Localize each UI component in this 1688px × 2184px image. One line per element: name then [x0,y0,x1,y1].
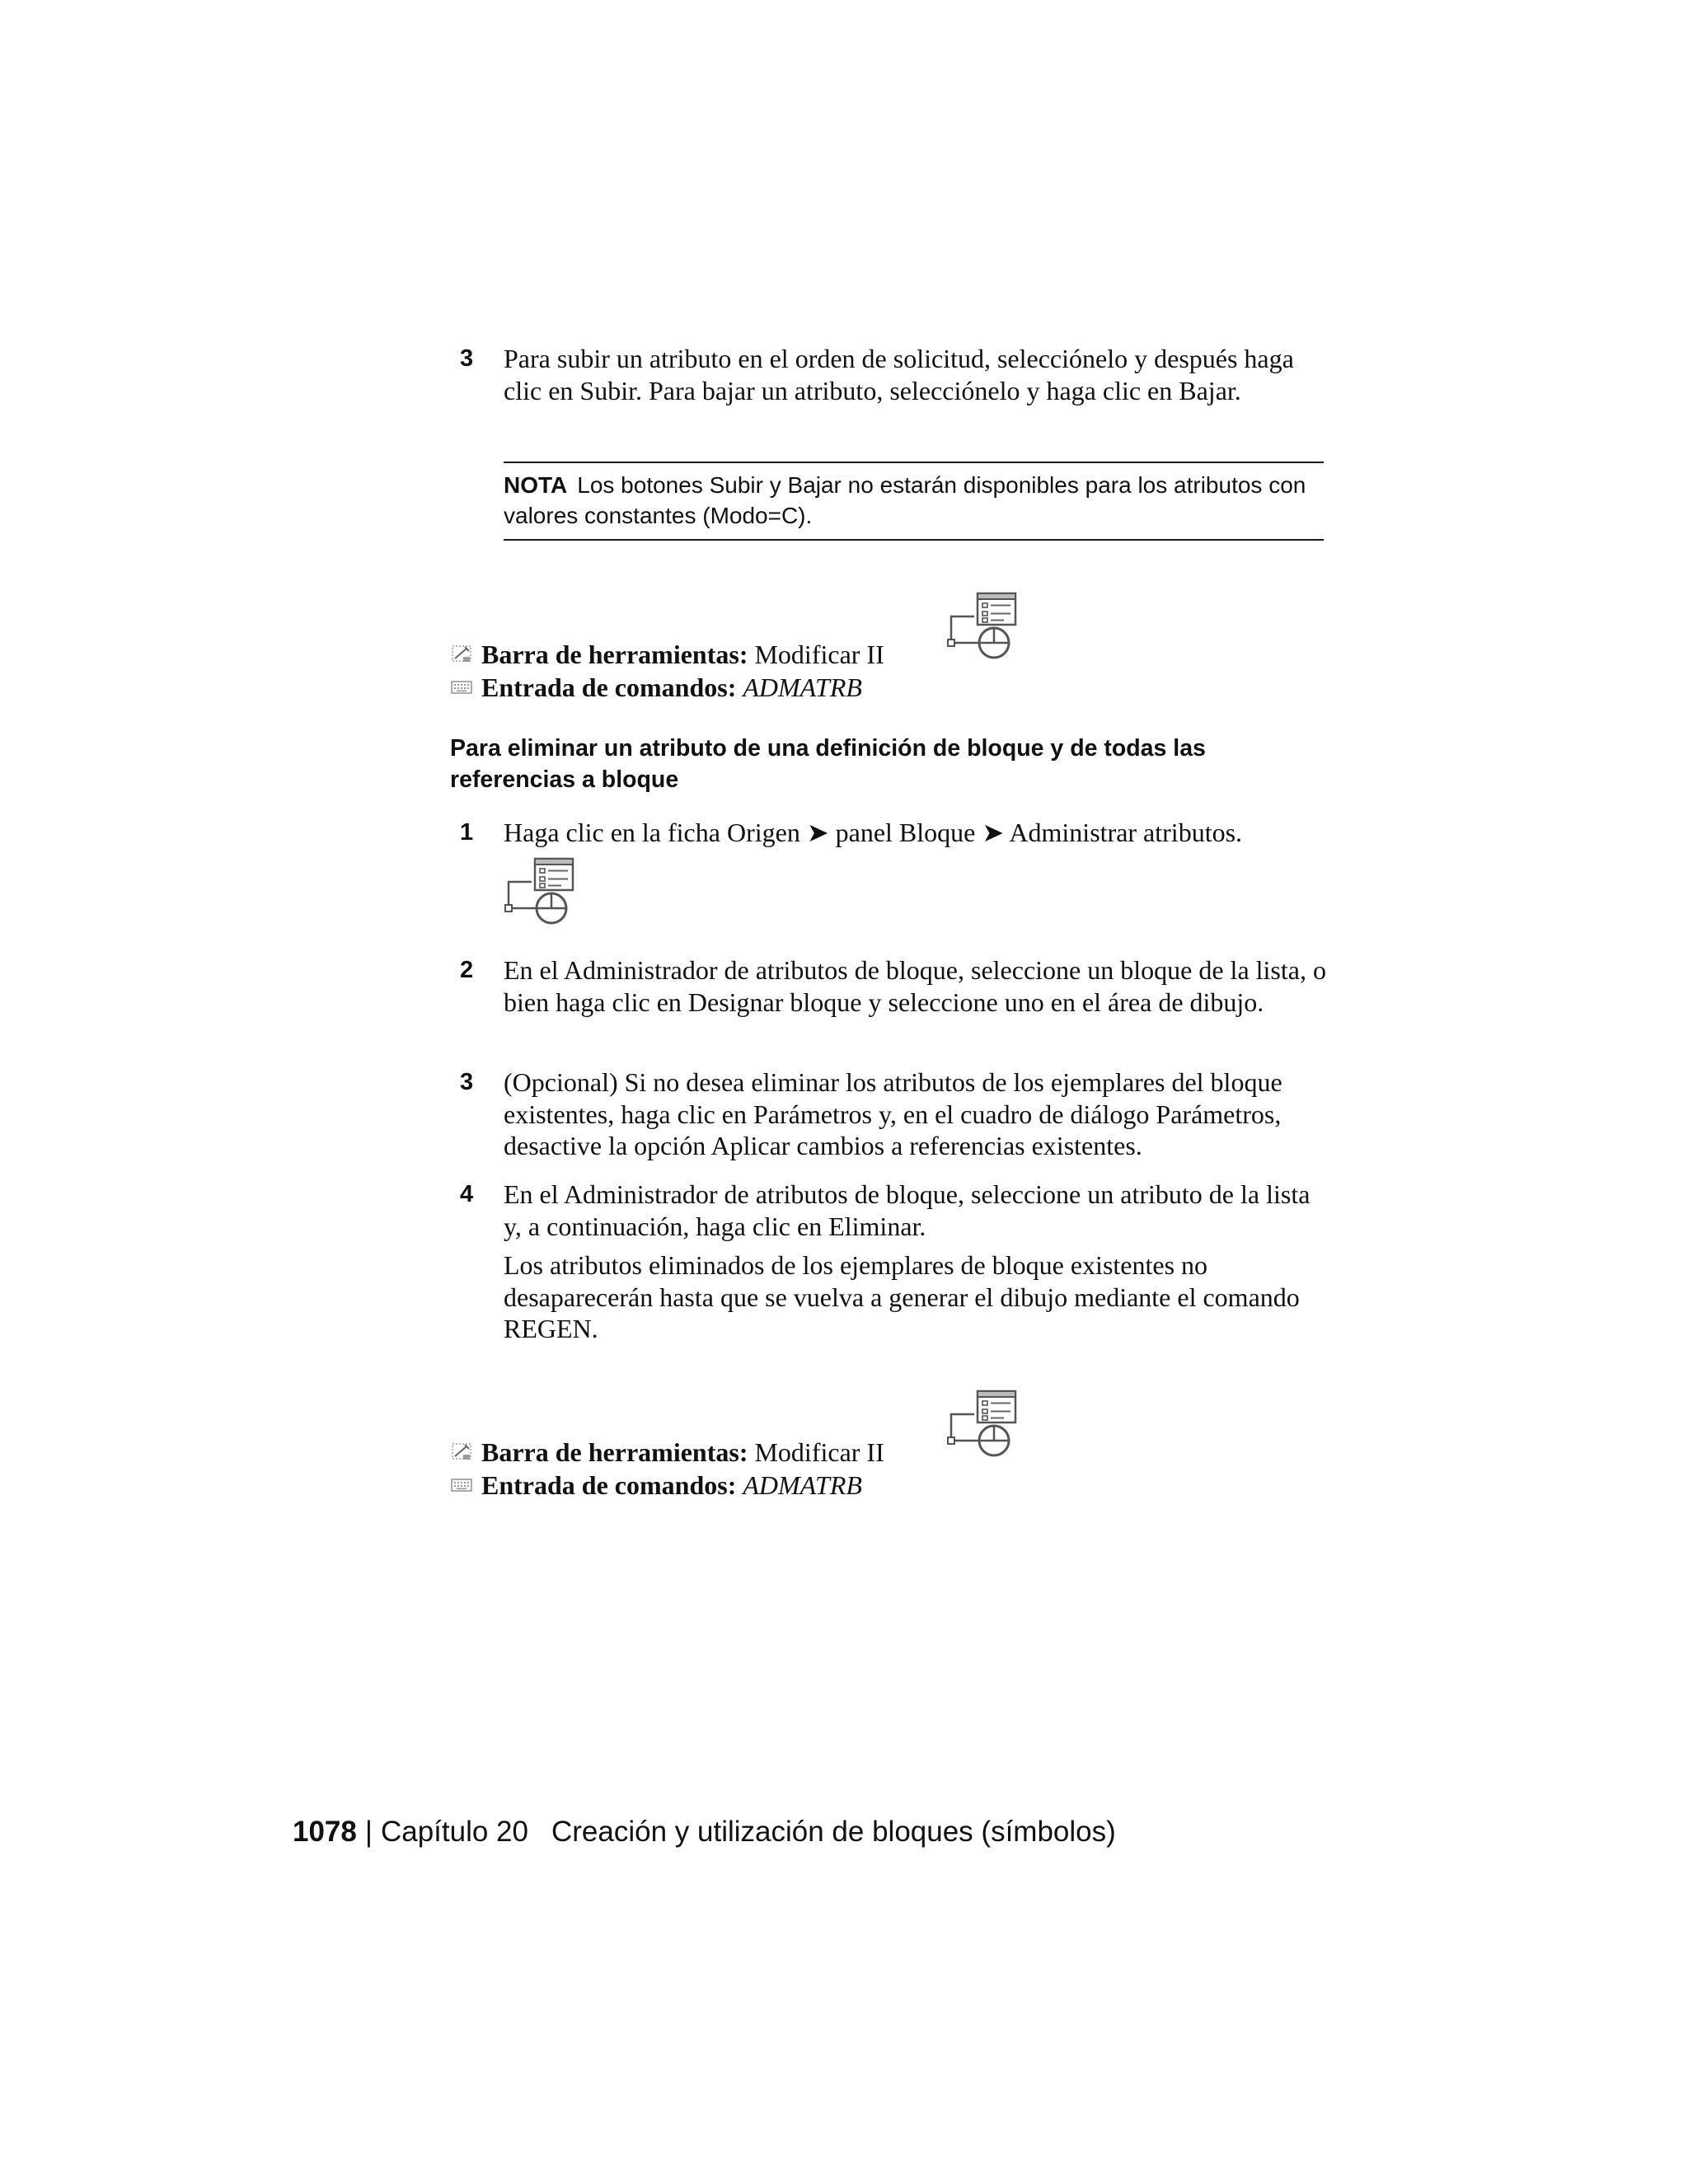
step-text [504,1066,1328,1162]
command-label: Entrada de comandos: [481,1470,737,1500]
toolbar-row [450,1436,884,1469]
step-number: 1 [460,819,474,846]
step-text [504,954,1328,1018]
step-paragraph: En el Administrador de atributos de bloque, seleccione un atributo de la lista y, a continuación, haga clic en Eliminar. [504,1179,1311,1241]
step-text [504,343,1328,406]
toolbar-label: Barra de herramientas: [481,1437,748,1467]
access-methods-2 [450,1436,884,1502]
note-body: Los botones Subir y Bajar no estarán disponibles para los atributos con valores constantes (Modo=C). [504,472,1306,528]
command-value: ADMATRB [743,1470,862,1500]
step-paragraph: Haga clic en la ficha Origen ➤ panel Bloque ➤ Administrar atributos. [504,818,1243,847]
note-text [504,470,1324,531]
step-text [504,1179,1328,1345]
toolbar-icon [450,644,473,665]
command-value: ADMATRB [743,673,862,702]
step-number: 3 [460,345,474,372]
step-number: 3 [460,1069,474,1095]
command-row [450,671,884,704]
procedure-heading: Para eliminar un atributo de una definición de bloque y de todas las referencias a bloque [450,735,1206,793]
block-attribute-manager-icon [946,1390,1019,1464]
footer-separator: | [364,1816,373,1848]
command-row [450,1469,884,1502]
step-extra-paragraph: Los atributos eliminados de los ejemplares de bloque existentes no desaparecerán hasta que se vuelva a generar el dibujo mediante el comando REGEN. [504,1250,1300,1343]
toolbar-value: Modificar II [754,1437,884,1467]
block-attribute-manager-icon [946,592,1019,666]
command-label: Entrada de comandos: [481,673,737,702]
step-number: 4 [460,1181,474,1207]
block-attribute-manager-icon [504,857,576,931]
toolbar-label: Barra de herramientas: [481,640,748,669]
chapter-title: Creación y utilización de bloques (símbolos) [551,1816,1116,1848]
page-footer [293,1814,1116,1850]
toolbar-icon [450,1441,473,1463]
chapter-label: Capítulo 20 [380,1816,528,1848]
note-label: NOTA [504,472,568,498]
keyboard-icon [450,679,473,696]
toolbar-value: Modificar II [754,640,884,669]
step-paragraph: Para subir un atributo en el orden de solicitud, selecciónelo y después haga clic en Subir. Para bajar un atributo, selecciónelo y haga clic en Bajar. [504,344,1294,405]
page-number: 1078 [293,1816,357,1848]
step-text [504,817,1328,849]
note-box [504,462,1324,541]
toolbar-row [450,638,884,671]
access-methods-1 [450,638,884,704]
step-paragraph: En el Administrador de atributos de bloque, seleccione un bloque de la lista, o bien haga clic en Designar bloque y seleccione uno en el área de dibujo. [504,955,1326,1017]
keyboard-icon [450,1477,473,1493]
step-number: 2 [460,957,474,983]
step-paragraph: (Opcional) Si no desea eliminar los atributos de los ejemplares del bloque existentes, haga clic en Parámetros y, en el cuadro de diálogo Parámetros, desactive la opción Aplicar cambios a referencias existentes. [504,1067,1282,1160]
